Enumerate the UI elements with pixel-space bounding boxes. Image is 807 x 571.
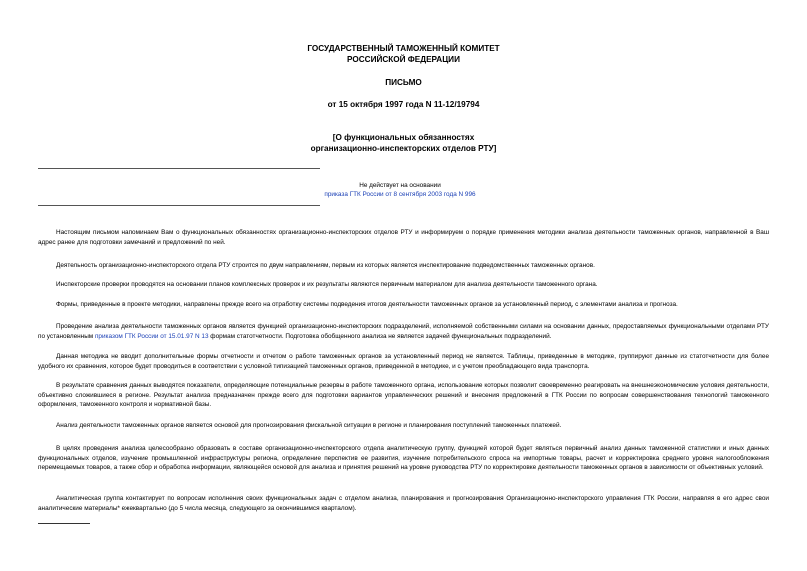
paragraph-10: Аналитическая группа контактирует по вопросам исполнения своих функциональных задач с отделом анализа, планирования и прогнозирования Организационно-инспекторского управления ГТК России, направляя в его адрес свои аналитические материалы* ежеквартально (до 5 числа месяца, следующего за окончившимся кварталом). [38, 495, 769, 512]
divider-top [38, 168, 320, 169]
paragraph-3: Инспекторские проверки проводятся на основании планов комплексных проверок и их результаты являются первичным материалом для анализа деятельности таможенного органа. [56, 281, 598, 288]
paragraph-1: Настоящим письмом напоминаем Вам о функциональных обязанностях организационно-инспекторских отделов РТУ и информируем о порядке применения методики анализа деятельности таможенных органов, направленной в Ваш адрес ранее для подготовки замечаний и предложений по ней. [38, 229, 769, 246]
issuer-line-2: РОССИЙСКОЙ ФЕДЕРАЦИИ [347, 55, 460, 64]
paragraph-5-text-b: формам статотчетности. Подготовка обобщенного анализа не является задачей функциональных подразделений. [208, 332, 552, 340]
issuer-line-1: ГОСУДАРСТВЕННЫЙ ТАМОЖЕННЫЙ КОМИТЕТ [307, 44, 500, 53]
paragraph-7: В результате сравнения данных выводятся показатели, определяющие потенциальные резервы в работе таможенного органа, использование которых позволит своевременно реагировать на внешнеэкономические условия деятельности, объективно сложившиеся в регионе. Результат анализа предназначен прежде всего для подготовки вариантов управленческих решений и внесения предложений в ГТК России по вопросам совершенствования технологий таможенного оформления, таможенного контроля и нормативной базы. [38, 382, 769, 409]
status-link[interactable]: приказа ГТК России от 8 сентября 2003 года N 996 [324, 191, 476, 198]
paragraph-6: Данная методика не вводит дополнительные формы отчетности и отчетом о работе таможенных органов за установленный период не является. Таблицы, приведенные в методике, группируют данные из статотчетности для более удобного их сравнения, которое будет проводиться в соответствии с условной типизацией таможенных органов, приведенной в методике, и с учетом преобладающего вида транспорта. [38, 353, 769, 370]
paragraph-4: Формы, приведенные в проекте методики, направлены прежде всего на отработку системы подведения итогов деятельности таможенных органов за установленный период, с элементами анализа и прогноза. [56, 301, 678, 308]
paragraph-5 [38, 322, 769, 341]
paragraph-5-text-a: Проведение анализа деятельности таможенных органов является функцией организационно-инспекторских подразделений, исполняемой собственными силами на основании данных, предоставляемых функциональными отделами РТУ по установленным [38, 323, 769, 340]
document-type: ПИСЬМО [385, 78, 422, 87]
footnote-divider [38, 523, 90, 524]
status-text: Не действует на основании [359, 182, 441, 189]
order-13-link[interactable]: приказом ГТК России от 15.01.97 N 13 [94, 332, 209, 340]
document-date-number: от 15 октября 1997 года N 11-12/19794 [327, 100, 480, 109]
divider-bottom [38, 205, 320, 206]
document-subject-line-2: организационно-инспекторских отделов РТУ] [310, 144, 497, 153]
status-notice [300, 181, 500, 199]
document-subject-line-1: [О функциональных обязанностях [332, 133, 475, 142]
paragraph-9: В целях проведения анализа целесообразно образовать в составе организационно-инспекторского отдела аналитическую группу, функцией которой будет являться первичный анализ данных таможенной статистики и иных данных функциональных отделов, изучение промышленной инфраструктуры региона, определение перспектив ее развития, изучение потребительского спроса на импортные товары, расчет и корректировка среднего уровня налогообложения перемещаемых товаров, а также сбор и обработка информации, являющейся основой для анализа и принятия решений на уровне руководства РТУ по корректировке деятельности таможенных органов в зависимости от объективных условий. [38, 445, 769, 472]
paragraph-8: Анализ деятельности таможенных органов является основой для прогнозирования фискальной ситуации в регионе и планирования поступлений таможенных платежей. [56, 422, 562, 429]
paragraph-2: Деятельность организационно-инспекторского отдела РТУ строится по двум направлениям, первым из которых является инспектирование подведомственных таможенных органов. [56, 262, 595, 269]
